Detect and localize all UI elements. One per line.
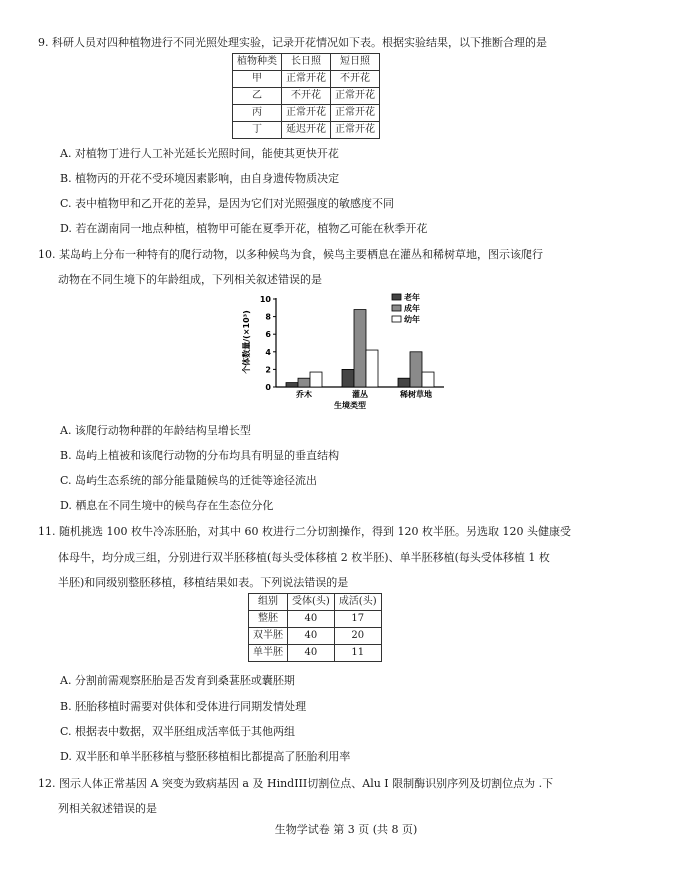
table-cell: 正常开花	[282, 105, 331, 122]
legend-label-old: 老年	[404, 293, 420, 302]
table-cell: 11	[334, 645, 381, 662]
table-row	[249, 628, 382, 645]
table-row	[249, 611, 382, 628]
q10-option-b: B. 岛屿上植被和该爬行动物的分布均具有明显的垂直结构	[60, 449, 340, 462]
q10-option-a: A. 该爬行动物种群的年龄结构呈增长型	[60, 424, 251, 437]
x-axis-label: 生境类型	[334, 401, 366, 410]
q9-option-c: C. 表中植物甲和乙开花的差异，是因为它们对光照强度的敏感度不同	[60, 197, 395, 210]
table-cell: 单半胚	[249, 645, 288, 662]
table-cell: 整胚	[249, 611, 288, 628]
table-row	[233, 122, 380, 139]
table-row	[233, 71, 380, 88]
table-cell: 正常开花	[331, 88, 380, 105]
table-cell: 丙	[233, 105, 282, 122]
y-tick-label: 6	[265, 330, 271, 340]
bar-2-0	[398, 378, 410, 387]
q11-table	[248, 593, 382, 662]
table-row	[233, 105, 380, 122]
q12-stem-line1: 12. 图示人体正常基因 A 突变为致病基因 a 及 HindIII切割位点、Alu I 限制酶识别序列及切割位点为 .下	[38, 777, 554, 790]
table-cell: 正常开花	[331, 122, 380, 139]
table-cell: 17	[334, 611, 381, 628]
table-cell: 甲	[233, 71, 282, 88]
y-tick-label: 8	[265, 312, 271, 322]
bar-1-2	[366, 350, 378, 387]
q9-option-d: D. 若在湖南同一地点种植，植物甲可能在夏季开花，植物乙可能在秋季开花	[60, 222, 428, 235]
q9-option-b: B. 植物丙的开花不受环境因素影响，由自身遗传物质决定	[60, 172, 340, 185]
q11-option-d: D. 双半胚和单半胚移植与整胚移植相比都提高了胚胎利用率	[60, 750, 351, 763]
q10-option-d: D. 栖息在不同生境中的候鸟存在生态位分化	[60, 499, 274, 512]
x-category-label: 乔木	[296, 390, 312, 399]
bar-0-0	[286, 383, 298, 387]
table-header-cell: 长日照	[282, 54, 331, 71]
q11-stem-line1: 11. 随机挑选 100 枚牛冷冻胚胎，对其中 60 枚进行二分切割操作，得到 120 枚半胚。另选取 120 头健康受	[38, 525, 571, 538]
legend-swatch-adult	[392, 305, 401, 311]
table-cell: 丁	[233, 122, 282, 139]
table-header-cell: 组别	[249, 594, 288, 611]
table-header-cell: 植物种类	[233, 54, 282, 71]
bar-0-2	[310, 372, 322, 387]
table-cell: 不开花	[331, 71, 380, 88]
y-tick-label: 2	[265, 365, 271, 375]
page-footer: 生物学试卷 第 3 页 (共 8 页)	[274, 823, 418, 836]
table-cell: 延迟开花	[282, 122, 331, 139]
table-cell: 正常开花	[282, 71, 331, 88]
q11-option-a: A. 分割前需观察胚胎是否发育到桑葚胚或囊胚期	[60, 674, 295, 687]
table-cell: 40	[288, 645, 335, 662]
table-header-cell: 短日照	[331, 54, 380, 71]
q11-option-c: C. 根据表中数据，双半胚组成活率低于其他两组	[60, 725, 296, 738]
bar-0-1	[298, 378, 310, 387]
legend	[392, 292, 420, 324]
table-row	[233, 88, 380, 105]
table-cell: 20	[334, 628, 381, 645]
legend-swatch-old	[392, 294, 401, 300]
q11-stem-line3: 半胚)和同级别整胚移植，移植结果如表。下列说法错误的是	[58, 576, 349, 589]
bar-2-2	[422, 372, 434, 387]
table-cell: 正常开花	[331, 105, 380, 122]
y-tick-label: 0	[265, 383, 271, 392]
table-cell: 乙	[233, 88, 282, 105]
table-row	[249, 645, 382, 662]
q12-stem-line2: 列相关叙述错误的是	[58, 802, 157, 815]
q11-stem-line2: 体母牛，均分成三组，分别进行双半胚移植(每头受体移植 2 枚半胚)、单半胚移植(每头受体移植 1 枚	[58, 551, 550, 564]
table-cell: 40	[288, 628, 335, 645]
q9-table	[232, 53, 380, 139]
bar-1-1	[354, 310, 366, 387]
legend-label-young: 幼年	[404, 315, 420, 324]
table-header-cell: 成活(头)	[334, 594, 381, 611]
x-category-label: 灌丛	[352, 390, 368, 399]
table-header-row	[249, 594, 382, 611]
bar-2-1	[410, 352, 422, 387]
table-header-row	[233, 54, 380, 71]
table-cell: 40	[288, 611, 335, 628]
legend-label-adult: 成年	[404, 304, 420, 313]
q11-option-b: B. 胚胎移植时需要对供体和受体进行同期发情处理	[60, 700, 307, 713]
age-structure-chart	[240, 288, 460, 414]
bar-1-0	[342, 369, 354, 387]
x-category-label: 稀树草地	[400, 390, 432, 399]
q10-stem-line2: 动物在不同生境下的年龄组成，下列相关叙述错误的是	[58, 273, 322, 286]
y-axis-label: 个体数量/(×10³)	[242, 310, 251, 374]
q9-stem: 9. 科研人员对四种植物进行不同光照处理实验，记录开花情况如下表。根据实验结果，以下推断合理的是	[38, 36, 547, 49]
q10-option-c: C. 岛屿生态系统的部分能量随候鸟的迁徙等途径流出	[60, 474, 318, 487]
y-tick-label: 4	[265, 347, 271, 357]
table-cell: 不开花	[282, 88, 331, 105]
table-cell: 双半胚	[249, 628, 288, 645]
legend-swatch-young	[392, 316, 401, 322]
q9-option-a: A. 对植物丁进行人工补光延长光照时间，能使其更快开花	[60, 147, 339, 160]
q10-stem-line1: 10. 某岛屿上分布一种特有的爬行动物，以多种候鸟为食，候鸟主要栖息在灌丛和稀树草地，图示该爬行	[38, 248, 543, 261]
y-tick-label: 10	[259, 295, 271, 304]
table-header-cell: 受体(头)	[288, 594, 335, 611]
